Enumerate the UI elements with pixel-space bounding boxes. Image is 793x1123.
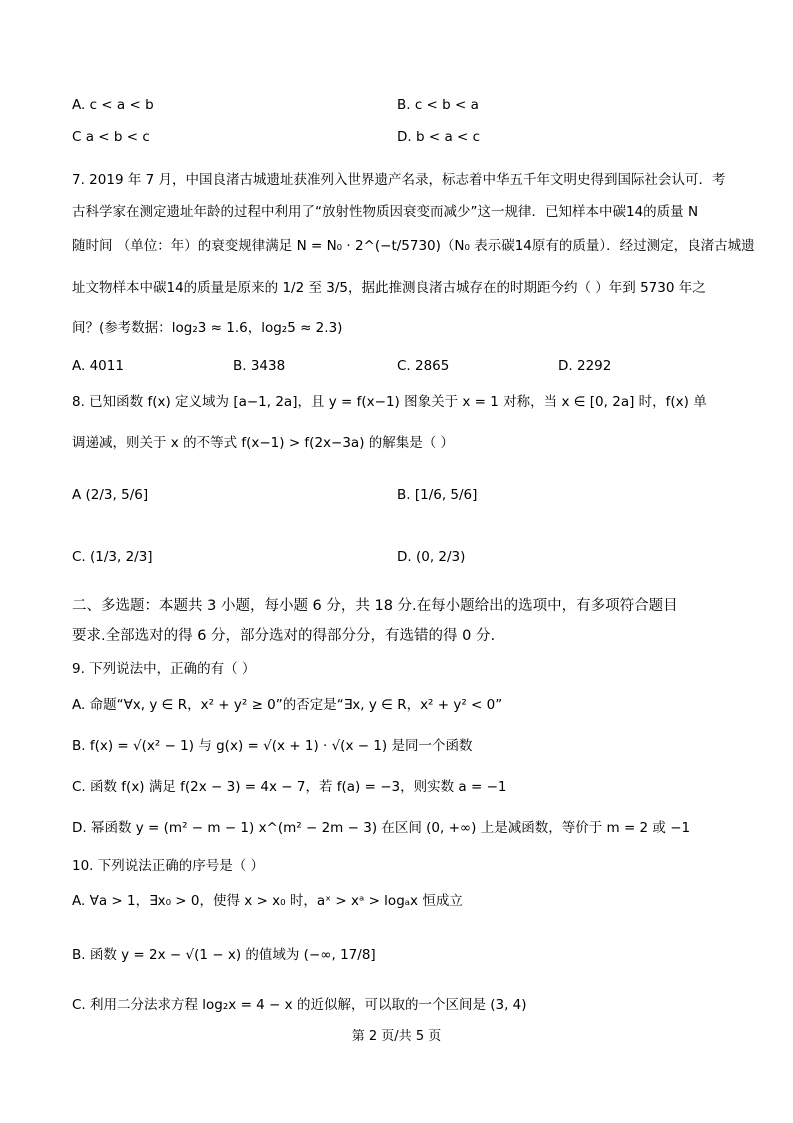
q8-option-b: B. [1/6, 5/6]: [397, 487, 478, 503]
section-2-line-2: 要求.全部选对的得 6 分，部分选对的得部分分，有选错的得 0 分.: [72, 628, 496, 644]
q6-option-d: D. b < a < c: [397, 129, 481, 145]
q7-option-a: A. 4011: [72, 358, 124, 374]
q7-line-4: 址文物样本中碳14的质量是原来的 1/2 至 3/5，据此推测良渚古城存在的时期距今约（ ）年到 5730 年之: [72, 280, 706, 296]
q6-option-b: B. c < b < a: [397, 97, 479, 113]
q10-option-c: C. 利用二分法求方程 log₂x = 4 − x 的近似解，可以取的一个区间是 (3, 4): [72, 997, 527, 1013]
page-footer: 第 2 页/共 5 页: [351, 1029, 442, 1044]
q8-option-c: C. (1/3, 2/3]: [72, 549, 153, 565]
q8-option-a: A (2/3, 5/6]: [72, 487, 149, 503]
q7-option-c: C. 2865: [397, 358, 450, 374]
q7-line-1: 7. 2019 年 7 月，中国良渚古城遗址获准列入世界遗产名录，标志着中华五千年文明史得到国际社会认可．考: [72, 172, 726, 188]
q7-option-d: D. 2292: [558, 358, 612, 374]
q7-line-2: 古科学家在测定遗址年龄的过程中利用了“放射性物质因衰变而减少”这一规律．已知样本中碳14的质量 N: [72, 204, 699, 220]
q8-line-1: 8. 已知函数 f(x) 定义域为 [a−1, 2a]，且 y = f(x−1) 图象关于 x = 1 对称，当 x ∈ [0, 2a] 时，f(x) 单: [72, 394, 707, 410]
q9-option-d: D. 幂函数 y = (m² − m − 1) x^(m² − 2m − 3) 在区间 (0, +∞) 上是减函数，等价于 m = 2 或 −1: [72, 820, 691, 836]
q6-option-c: C a < b < c: [72, 129, 150, 145]
q9-option-c: C. 函数 f(x) 满足 f(2x − 3) = 4x − 7，若 f(a) = −3，则实数 a = −1: [72, 779, 507, 795]
q9-option-a: A. 命题“∀x, y ∈ R，x² + y² ≥ 0”的否定是“∃x, y ∈ R，x² + y² < 0”: [72, 697, 503, 713]
q7-option-b: B. 3438: [233, 358, 286, 374]
q10-option-b: B. 函数 y = 2x − √(1 − x) 的值域为 (−∞, 17/8]: [72, 947, 376, 963]
q10-stem: 10. 下列说法正确的序号是（ ）: [72, 858, 265, 874]
q10-option-a: A. ∀a > 1，∃x₀ > 0，使得 x > x₀ 时，aˣ > xᵃ > logₐx 恒成立: [72, 893, 463, 909]
q8-line-2: 调递减，则关于 x 的不等式 f(x−1) > f(2x−3a) 的解集是（ ）: [72, 435, 455, 451]
q6-option-a: A. c < a < b: [72, 97, 154, 113]
q7-line-5: 间？(参考数据：log₂3 ≈ 1.6，log₂5 ≈ 2.3): [72, 320, 343, 336]
q9-option-b: B. f(x) = √(x² − 1) 与 g(x) = √(x + 1) · √(x − 1) 是同一个函数: [72, 738, 473, 754]
q8-option-d: D. (0, 2/3): [397, 549, 466, 565]
section-2-line-1: 二、多选题：本题共 3 小题，每小题 6 分，共 18 分.在每小题给出的选项中，有多项符合题目: [72, 598, 678, 614]
q9-stem: 9. 下列说法中，正确的有（ ）: [72, 661, 256, 677]
q7-line-3: 随时间 （单位：年）的衰变规律满足 N = N₀ · 2^(−t/5730)（N₀ 表示碳14原有的质量）．经过测定，良渚古城遗: [72, 238, 755, 254]
